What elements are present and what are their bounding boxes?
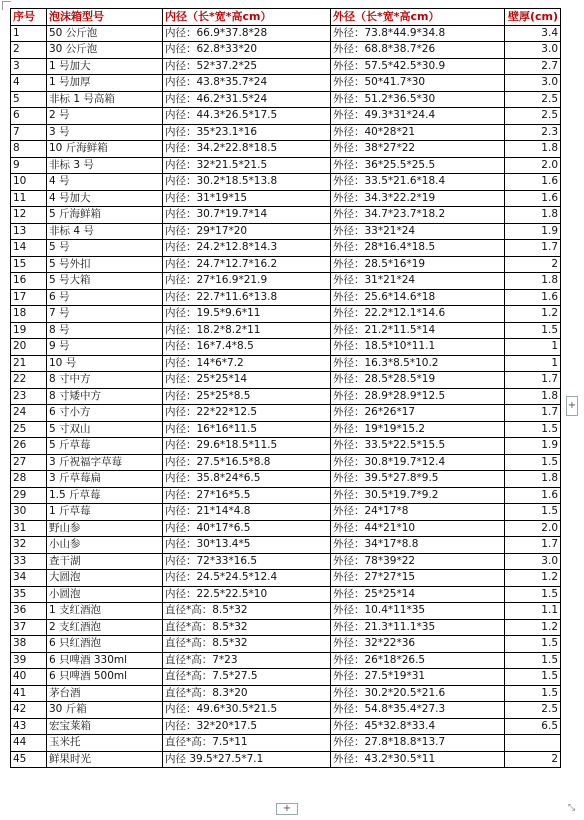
cell-index: 39 xyxy=(11,652,47,669)
cell-outer-dimensions: 外径：27.8*18.8*13.7 xyxy=(331,735,505,752)
cell-outer-dimensions: 外径：30.5*19.7*9.2 xyxy=(331,487,505,504)
cell-outer-dimensions: 外径：51.2*36.5*30 xyxy=(331,91,505,108)
cell-index: 5 xyxy=(11,91,47,108)
cell-wall-thickness: 1.5 xyxy=(505,685,561,702)
cell-model: 5 斤海鲜箱 xyxy=(47,207,163,224)
cell-inner-dimensions: 直径*高：7*23 xyxy=(163,652,331,669)
cell-inner-dimensions: 内径：72*33*16.5 xyxy=(163,553,331,570)
cell-wall-thickness: 1.5 xyxy=(505,454,561,471)
cell-outer-dimensions: 外径：33*21*24 xyxy=(331,223,505,240)
cell-wall-thickness: 1.7 xyxy=(505,537,561,554)
cell-outer-dimensions: 外径：73.8*44.9*34.8 xyxy=(331,25,505,42)
cell-inner-dimensions: 直径*高：8.3*20 xyxy=(163,685,331,702)
cell-index: 15 xyxy=(11,256,47,273)
cell-outer-dimensions: 外径：45*32.8*33.4 xyxy=(331,718,505,735)
add-row-button[interactable]: + xyxy=(276,803,298,815)
cell-wall-thickness: 1.8 xyxy=(505,273,561,290)
cell-model: 1 号加大 xyxy=(47,58,163,75)
cell-inner-dimensions: 内径：22.7*11.6*13.8 xyxy=(163,289,331,306)
cell-wall-thickness: 1.5 xyxy=(505,652,561,669)
table-row xyxy=(11,388,561,405)
cell-wall-thickness: 2.5 xyxy=(505,702,561,719)
table-row xyxy=(11,108,561,125)
cell-model: 4 号加大 xyxy=(47,190,163,207)
table-row xyxy=(11,322,561,339)
cell-outer-dimensions: 外径：44*21*10 xyxy=(331,520,505,537)
cell-outer-dimensions: 外径：32*22*36 xyxy=(331,636,505,653)
cell-inner-dimensions: 内径：30*13.4*5 xyxy=(163,537,331,554)
cell-inner-dimensions: 直径*高：8.5*32 xyxy=(163,603,331,620)
table-row xyxy=(11,405,561,422)
cell-index: 21 xyxy=(11,355,47,372)
cell-wall-thickness: 1.8 xyxy=(505,207,561,224)
cell-inner-dimensions: 内径：16*16*11.5 xyxy=(163,421,331,438)
cell-wall-thickness: 1.5 xyxy=(505,669,561,686)
table-row xyxy=(11,124,561,141)
table-row xyxy=(11,141,561,158)
cell-model: 5 斤草莓 xyxy=(47,438,163,455)
cell-model: 1 斤草莓 xyxy=(47,504,163,521)
cell-wall-thickness: 6.5 xyxy=(505,718,561,735)
table-row xyxy=(11,751,561,768)
table-header-row xyxy=(11,9,561,26)
cell-model: 4 号 xyxy=(47,174,163,191)
table-row xyxy=(11,537,561,554)
cell-model: 非标 1 号高箱 xyxy=(47,91,163,108)
cell-outer-dimensions: 外径：36*25.5*25.5 xyxy=(331,157,505,174)
cell-outer-dimensions: 外径：18.5*10*11.1 xyxy=(331,339,505,356)
table-row xyxy=(11,75,561,92)
cell-inner-dimensions: 内径：24.2*12.8*14.3 xyxy=(163,240,331,257)
cell-wall-thickness: 2 xyxy=(505,751,561,768)
cell-index: 41 xyxy=(11,685,47,702)
cell-model: 鲜果时光 xyxy=(47,751,163,768)
cell-index: 36 xyxy=(11,603,47,620)
cell-model: 野山参 xyxy=(47,520,163,537)
cell-wall-thickness: 3.4 xyxy=(505,25,561,42)
cell-outer-dimensions: 外径：27.5*19*31 xyxy=(331,669,505,686)
cell-wall-thickness: 2.7 xyxy=(505,58,561,75)
cell-wall-thickness: 2.0 xyxy=(505,157,561,174)
header-index: 序号 xyxy=(11,9,47,26)
table-row xyxy=(11,718,561,735)
cell-wall-thickness: 1.6 xyxy=(505,174,561,191)
cell-outer-dimensions: 外径：30.2*20.5*21.6 xyxy=(331,685,505,702)
cell-wall-thickness xyxy=(505,735,561,752)
cell-model: 30 斤箱 xyxy=(47,702,163,719)
cell-wall-thickness: 1.8 xyxy=(505,388,561,405)
cell-index: 17 xyxy=(11,289,47,306)
cell-outer-dimensions: 外径：33.5*21.6*18.4 xyxy=(331,174,505,191)
cell-inner-dimensions: 内径：35*23.1*16 xyxy=(163,124,331,141)
header-wall-thickness: 壁厚(cm) xyxy=(505,9,561,26)
cell-inner-dimensions: 内径：44.3*26.5*17.5 xyxy=(163,108,331,125)
table-row xyxy=(11,570,561,587)
cell-index: 35 xyxy=(11,586,47,603)
cell-model: 宏宝莱箱 xyxy=(47,718,163,735)
table-row xyxy=(11,471,561,488)
table-row xyxy=(11,273,561,290)
cell-outer-dimensions: 外径：34.7*23.7*18.2 xyxy=(331,207,505,224)
cell-model: 1.5 斤草莓 xyxy=(47,487,163,504)
cell-model: 9 号 xyxy=(47,339,163,356)
table-row xyxy=(11,603,561,620)
cell-outer-dimensions: 外径：39.5*27.8*9.5 xyxy=(331,471,505,488)
cell-inner-dimensions: 内径：27.5*16.5*8.8 xyxy=(163,454,331,471)
foam-box-spec-table xyxy=(10,8,561,768)
cell-index: 33 xyxy=(11,553,47,570)
cell-model: 5 号 xyxy=(47,240,163,257)
cell-index: 3 xyxy=(11,58,47,75)
cell-outer-dimensions: 外径：21.3*11.1*35 xyxy=(331,619,505,636)
cell-inner-dimensions: 直径*高：7.5*27.5 xyxy=(163,669,331,686)
cell-model: 3 斤祝福字草莓 xyxy=(47,454,163,471)
cell-index: 16 xyxy=(11,273,47,290)
cell-inner-dimensions: 内径：29*17*20 xyxy=(163,223,331,240)
table-row xyxy=(11,355,561,372)
cell-index: 18 xyxy=(11,306,47,323)
cell-index: 26 xyxy=(11,438,47,455)
table-row xyxy=(11,652,561,669)
cell-model: 非标 4 号 xyxy=(47,223,163,240)
cell-index: 43 xyxy=(11,718,47,735)
cell-inner-dimensions: 内径：49.6*30.5*21.5 xyxy=(163,702,331,719)
cell-wall-thickness: 2.5 xyxy=(505,108,561,125)
cell-inner-dimensions: 内径：24.7*12.7*16.2 xyxy=(163,256,331,273)
cell-inner-dimensions: 内径：31*19*15 xyxy=(163,190,331,207)
cell-index: 9 xyxy=(11,157,47,174)
table-row xyxy=(11,240,561,257)
table-row xyxy=(11,504,561,521)
cell-wall-thickness: 3.0 xyxy=(505,42,561,59)
cell-outer-dimensions: 外径：40*28*21 xyxy=(331,124,505,141)
table-row xyxy=(11,256,561,273)
table-row xyxy=(11,306,561,323)
cell-inner-dimensions: 内径：24.5*24.5*12.4 xyxy=(163,570,331,587)
cell-outer-dimensions: 外径：68.8*38.7*26 xyxy=(331,42,505,59)
cell-outer-dimensions: 外径：28.5*16*19 xyxy=(331,256,505,273)
cell-outer-dimensions: 外径：19*19*15.2 xyxy=(331,421,505,438)
cell-inner-dimensions: 内径：40*17*6.5 xyxy=(163,520,331,537)
cell-outer-dimensions: 外径：22.2*12.1*14.6 xyxy=(331,306,505,323)
cell-index: 24 xyxy=(11,405,47,422)
cell-inner-dimensions: 内径：32*20*17.5 xyxy=(163,718,331,735)
cell-inner-dimensions: 内径：25*25*8.5 xyxy=(163,388,331,405)
table-row xyxy=(11,207,561,224)
cell-index: 8 xyxy=(11,141,47,158)
cell-inner-dimensions: 内径：32*21.5*21.5 xyxy=(163,157,331,174)
cell-model: 10 号 xyxy=(47,355,163,372)
cell-inner-dimensions: 内径：52*37.2*25 xyxy=(163,58,331,75)
cell-wall-thickness: 1.5 xyxy=(505,504,561,521)
table-row xyxy=(11,421,561,438)
cell-index: 30 xyxy=(11,504,47,521)
cell-inner-dimensions: 内径：25*25*14 xyxy=(163,372,331,389)
cell-wall-thickness: 1.7 xyxy=(505,240,561,257)
cell-model: 2 号 xyxy=(47,108,163,125)
cell-index: 4 xyxy=(11,75,47,92)
cell-wall-thickness: 1.5 xyxy=(505,636,561,653)
table-row xyxy=(11,702,561,719)
cell-model: 5 号外扣 xyxy=(47,256,163,273)
table-row xyxy=(11,157,561,174)
cell-outer-dimensions: 外径：49.3*31*24.4 xyxy=(331,108,505,125)
cell-inner-dimensions: 内径：29.6*18.5*11.5 xyxy=(163,438,331,455)
cell-model: 6 只啤酒 500ml xyxy=(47,669,163,686)
table-row xyxy=(11,669,561,686)
cell-wall-thickness: 1.2 xyxy=(505,570,561,587)
cell-inner-dimensions: 内径：30.2*18.5*13.8 xyxy=(163,174,331,191)
cell-index: 44 xyxy=(11,735,47,752)
cell-model: 小圆泡 xyxy=(47,586,163,603)
cell-outer-dimensions: 外径：28*16.4*18.5 xyxy=(331,240,505,257)
cell-outer-dimensions: 外径：28.5*28.5*19 xyxy=(331,372,505,389)
cell-model: 6 只啤酒 330ml xyxy=(47,652,163,669)
header-outer-dimensions: 外径（长*宽*高cm） xyxy=(331,9,505,26)
table-row xyxy=(11,553,561,570)
cell-model: 10 斤海鲜箱 xyxy=(47,141,163,158)
cell-index: 23 xyxy=(11,388,47,405)
cell-index: 10 xyxy=(11,174,47,191)
table-row xyxy=(11,636,561,653)
cell-model: 3 号 xyxy=(47,124,163,141)
cell-wall-thickness: 2.5 xyxy=(505,91,561,108)
cell-index: 13 xyxy=(11,223,47,240)
add-column-button[interactable]: + xyxy=(566,396,578,416)
cell-wall-thickness: 1.8 xyxy=(505,471,561,488)
cell-inner-dimensions: 内径：27*16*5.5 xyxy=(163,487,331,504)
cell-outer-dimensions: 外径：78*39*22 xyxy=(331,553,505,570)
cell-model: 8 寸矮中方 xyxy=(47,388,163,405)
cell-wall-thickness: 1.6 xyxy=(505,487,561,504)
cell-model: 小山参 xyxy=(47,537,163,554)
cell-wall-thickness: 1.6 xyxy=(505,289,561,306)
cell-index: 19 xyxy=(11,322,47,339)
cell-outer-dimensions: 外径：50*41.7*30 xyxy=(331,75,505,92)
cell-wall-thickness: 2.0 xyxy=(505,520,561,537)
cell-inner-dimensions: 内径：30.7*19.7*14 xyxy=(163,207,331,224)
cell-model: 2 支红酒泡 xyxy=(47,619,163,636)
cell-inner-dimensions: 内径：22*22*12.5 xyxy=(163,405,331,422)
cell-inner-dimensions: 内径：16*7.4*8.5 xyxy=(163,339,331,356)
cell-inner-dimensions: 内径：62.8*33*20 xyxy=(163,42,331,59)
cell-wall-thickness: 2 xyxy=(505,256,561,273)
table-resize-handle[interactable]: ⤡ xyxy=(568,803,576,813)
cell-inner-dimensions: 内径：43.8*35.7*24 xyxy=(163,75,331,92)
cell-wall-thickness: 1.9 xyxy=(505,223,561,240)
cell-model: 大圆泡 xyxy=(47,570,163,587)
cell-index: 25 xyxy=(11,421,47,438)
cell-model: 1 支红酒泡 xyxy=(47,603,163,620)
cell-model: 茅台酒 xyxy=(47,685,163,702)
cell-wall-thickness: 1.2 xyxy=(505,619,561,636)
cell-outer-dimensions: 外径：43.2*30.5*11 xyxy=(331,751,505,768)
cell-wall-thickness: 2.3 xyxy=(505,124,561,141)
cell-model: 7 号 xyxy=(47,306,163,323)
cell-wall-thickness: 3.0 xyxy=(505,75,561,92)
cell-wall-thickness: 1.1 xyxy=(505,603,561,620)
table-row xyxy=(11,174,561,191)
cell-model: 6 寸小方 xyxy=(47,405,163,422)
table-row xyxy=(11,25,561,42)
cell-model: 8 号 xyxy=(47,322,163,339)
table-row xyxy=(11,223,561,240)
cell-index: 31 xyxy=(11,520,47,537)
table-row xyxy=(11,58,561,75)
cell-model: 查干湖 xyxy=(47,553,163,570)
cell-wall-thickness: 1.8 xyxy=(505,141,561,158)
table-row xyxy=(11,190,561,207)
cell-outer-dimensions: 外径：34.3*22.2*19 xyxy=(331,190,505,207)
cell-index: 32 xyxy=(11,537,47,554)
header-model: 泡沫箱型号 xyxy=(47,9,163,26)
cell-wall-thickness: 1.7 xyxy=(505,405,561,422)
table-row xyxy=(11,619,561,636)
cell-index: 28 xyxy=(11,471,47,488)
table-row xyxy=(11,91,561,108)
table-row xyxy=(11,454,561,471)
cell-inner-dimensions: 内径：14*6*7.2 xyxy=(163,355,331,372)
cell-inner-dimensions: 内径：35.8*24*6.5 xyxy=(163,471,331,488)
cell-index: 11 xyxy=(11,190,47,207)
cell-outer-dimensions: 外径：25*25*14 xyxy=(331,586,505,603)
cell-outer-dimensions: 外径：10.4*11*35 xyxy=(331,603,505,620)
table-row xyxy=(11,487,561,504)
cell-outer-dimensions: 外径：27*27*15 xyxy=(331,570,505,587)
table-row xyxy=(11,339,561,356)
cell-index: 2 xyxy=(11,42,47,59)
cell-wall-thickness: 1.2 xyxy=(505,306,561,323)
cell-outer-dimensions: 外径：30.8*19.7*12.4 xyxy=(331,454,505,471)
cell-inner-dimensions: 内径：66.9*37.8*28 xyxy=(163,25,331,42)
cell-wall-thickness: 1.7 xyxy=(505,372,561,389)
cell-wall-thickness: 1.5 xyxy=(505,421,561,438)
cell-model: 5 号大箱 xyxy=(47,273,163,290)
cell-wall-thickness: 1.9 xyxy=(505,438,561,455)
cell-outer-dimensions: 外径：34*17*8.8 xyxy=(331,537,505,554)
cell-index: 29 xyxy=(11,487,47,504)
cell-outer-dimensions: 外径：57.5*42.5*30.9 xyxy=(331,58,505,75)
cell-inner-dimensions: 内径：27*16.9*21.9 xyxy=(163,273,331,290)
table-row xyxy=(11,520,561,537)
cell-index: 1 xyxy=(11,25,47,42)
cell-inner-dimensions: 内径：46.2*31.5*24 xyxy=(163,91,331,108)
cell-model: 6 号 xyxy=(47,289,163,306)
header-inner-dimensions: 内径（长*宽*高cm） xyxy=(163,9,331,26)
cell-index: 20 xyxy=(11,339,47,356)
table-row xyxy=(11,586,561,603)
cell-wall-thickness: 1 xyxy=(505,355,561,372)
table-row xyxy=(11,685,561,702)
cell-model: 50 公斤泡 xyxy=(47,25,163,42)
cell-wall-thickness: 1.5 xyxy=(505,322,561,339)
cell-index: 40 xyxy=(11,669,47,686)
cell-index: 12 xyxy=(11,207,47,224)
cell-outer-dimensions: 外径：54.8*35.4*27.3 xyxy=(331,702,505,719)
cell-outer-dimensions: 外径：21.2*11.5*14 xyxy=(331,322,505,339)
cell-outer-dimensions: 外径：25.6*14.6*18 xyxy=(331,289,505,306)
cell-wall-thickness: 1.5 xyxy=(505,586,561,603)
table-row xyxy=(11,42,561,59)
table-row xyxy=(11,372,561,389)
cell-outer-dimensions: 外径：26*26*17 xyxy=(331,405,505,422)
cell-inner-dimensions: 直径*高：7.5*11 xyxy=(163,735,331,752)
cell-inner-dimensions: 内径：34.2*22.8*18.5 xyxy=(163,141,331,158)
cell-outer-dimensions: 外径：33.5*22.5*15.5 xyxy=(331,438,505,455)
cell-index: 34 xyxy=(11,570,47,587)
cell-index: 27 xyxy=(11,454,47,471)
cell-index: 6 xyxy=(11,108,47,125)
cell-outer-dimensions: 外径：31*21*24 xyxy=(331,273,505,290)
cell-model: 6 只红酒泡 xyxy=(47,636,163,653)
cell-model: 1 号加厚 xyxy=(47,75,163,92)
table-row xyxy=(11,289,561,306)
cell-model: 8 寸中方 xyxy=(47,372,163,389)
cell-index: 42 xyxy=(11,702,47,719)
cell-inner-dimensions: 内径：22.5*22.5*10 xyxy=(163,586,331,603)
cell-outer-dimensions: 外径：24*17*8 xyxy=(331,504,505,521)
table-row xyxy=(11,735,561,752)
cell-inner-dimensions: 直径*高：8.5*32 xyxy=(163,619,331,636)
cell-wall-thickness: 1 xyxy=(505,339,561,356)
cell-model: 30 公斤泡 xyxy=(47,42,163,59)
cell-inner-dimensions: 内径：19.5*9.6*11 xyxy=(163,306,331,323)
cell-index: 7 xyxy=(11,124,47,141)
cell-inner-dimensions: 内径：18.2*8.2*11 xyxy=(163,322,331,339)
cell-inner-dimensions: 内径 39.5*27.5*7.1 xyxy=(163,751,331,768)
cell-model: 玉米托 xyxy=(47,735,163,752)
cell-index: 14 xyxy=(11,240,47,257)
cell-wall-thickness: 3.0 xyxy=(505,553,561,570)
cell-index: 38 xyxy=(11,636,47,653)
cell-index: 37 xyxy=(11,619,47,636)
cell-outer-dimensions: 外径：26*18*26.5 xyxy=(331,652,505,669)
cell-index: 45 xyxy=(11,751,47,768)
cell-outer-dimensions: 外径：38*27*22 xyxy=(331,141,505,158)
cell-model: 5 寸双山 xyxy=(47,421,163,438)
cell-inner-dimensions: 直径*高：8.5*32 xyxy=(163,636,331,653)
cell-inner-dimensions: 内径：21*14*4.8 xyxy=(163,504,331,521)
cell-outer-dimensions: 外径：16.3*8.5*10.2 xyxy=(331,355,505,372)
cell-model: 3 斤草莓扁 xyxy=(47,471,163,488)
table-row xyxy=(11,438,561,455)
cell-outer-dimensions: 外径：28.9*28.9*12.5 xyxy=(331,388,505,405)
cell-wall-thickness: 1.6 xyxy=(505,190,561,207)
cell-index: 22 xyxy=(11,372,47,389)
cell-model: 非标 3 号 xyxy=(47,157,163,174)
